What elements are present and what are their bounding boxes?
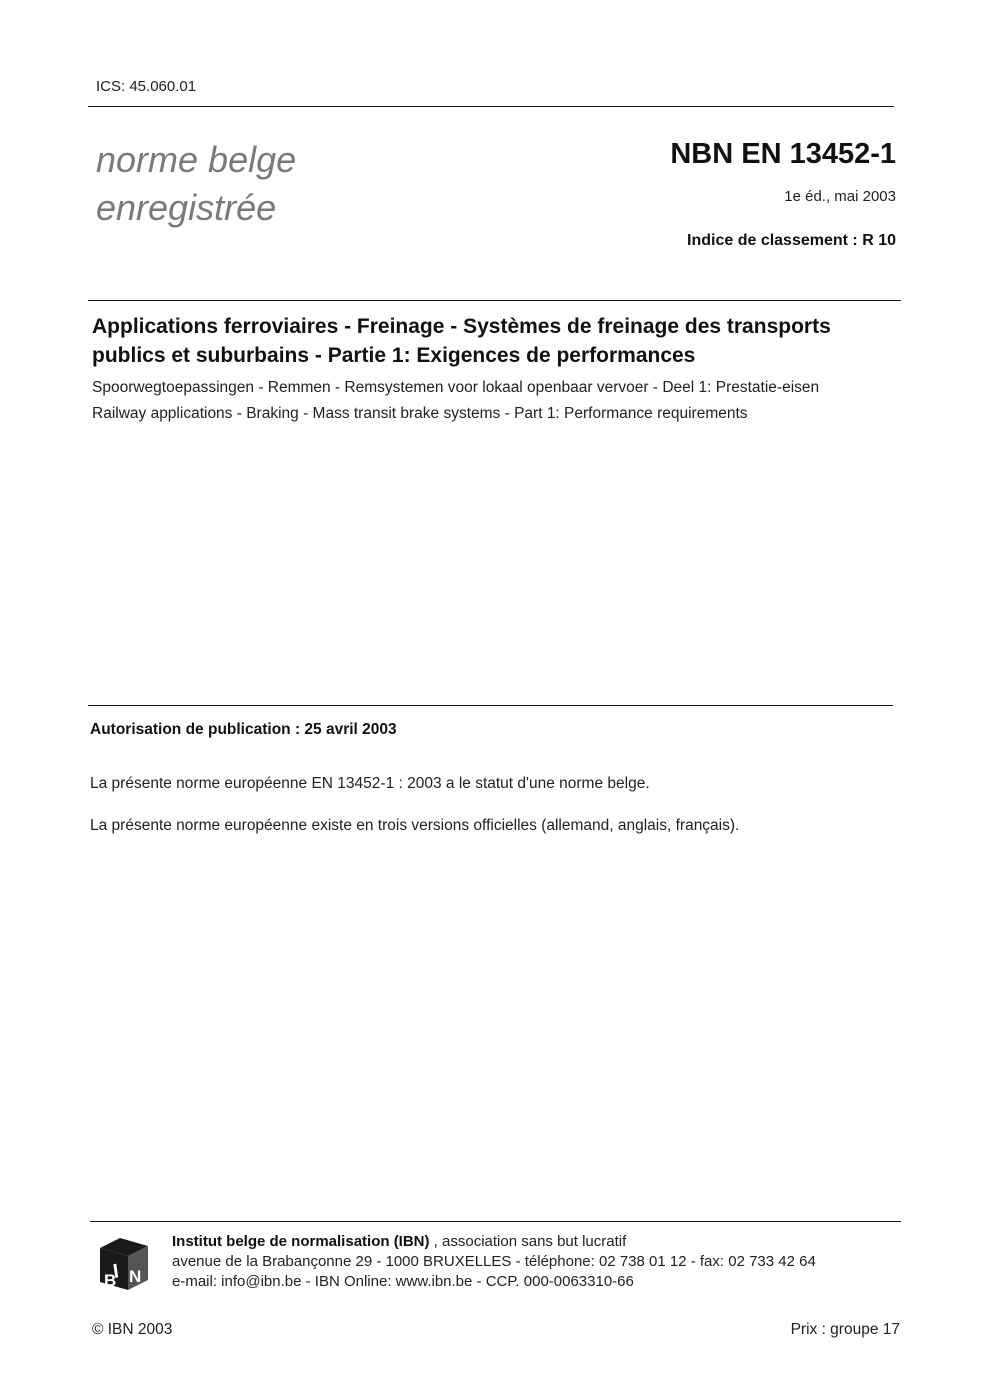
edition-date: 1e éd., mai 2003 — [784, 188, 896, 205]
title-french: Applications ferroviaires - Freinage - Systèmes de freinage des transports publics et suburbains - Partie 1: Exigences de performances — [92, 315, 831, 367]
organisation-suffix: , association sans but lucratif — [429, 1233, 627, 1250]
organisation-name: Institut belge de normalisation (IBN) — [172, 1233, 430, 1250]
title-dutch: Spoorwegtoepassingen - Remmen - Remsystemen voor lokaal openbaar vervoer - Deel 1: Prestatie-eisen — [92, 379, 820, 396]
norme-belge-heading — [96, 136, 296, 232]
address-line: avenue de la Brabançonne 29 - 1000 BRUXELLES - téléphone: 02 738 01 12 - fax: 02 733 42 64 — [172, 1253, 816, 1270]
organisation-line — [172, 1232, 816, 1252]
footer-address-block — [172, 1232, 816, 1292]
svg-text:N: N — [129, 1267, 142, 1286]
copyright: © IBN 2003 — [92, 1321, 173, 1338]
norme-line-2: enregistrée — [96, 187, 277, 228]
status-statement: La présente norme européenne EN 13452-1 : 2003 a le statut d'une norme belge. — [90, 775, 650, 792]
norme-line-1: norme belge — [96, 139, 297, 180]
title-english: Railway applications - Braking - Mass transit brake systems - Part 1: Performance requirements — [92, 405, 748, 422]
ibn-logo-icon — [98, 1236, 150, 1292]
classification-index: Indice de classement : R 10 — [687, 232, 896, 249]
svg-text:I: I — [111, 1260, 121, 1283]
standard-number: NBN EN 13452-1 — [670, 138, 896, 170]
top-rule — [88, 106, 894, 107]
svg-text:B: B — [104, 1271, 117, 1290]
publication-rule — [88, 705, 893, 706]
footer-rule — [90, 1221, 901, 1222]
versions-statement: La présente norme européenne existe en trois versions officielles (allemand, anglais, français). — [90, 817, 740, 834]
title-rule — [88, 300, 901, 301]
price-group: Prix : groupe 17 — [790, 1321, 900, 1338]
contact-line: e-mail: info@ibn.be - IBN Online: www.ibn.be - CCP. 000-0063310-66 — [172, 1273, 634, 1290]
publication-authorisation: Autorisation de publication : 25 avril 2003 — [90, 721, 397, 738]
ics-code: ICS: 45.060.01 — [96, 78, 197, 95]
